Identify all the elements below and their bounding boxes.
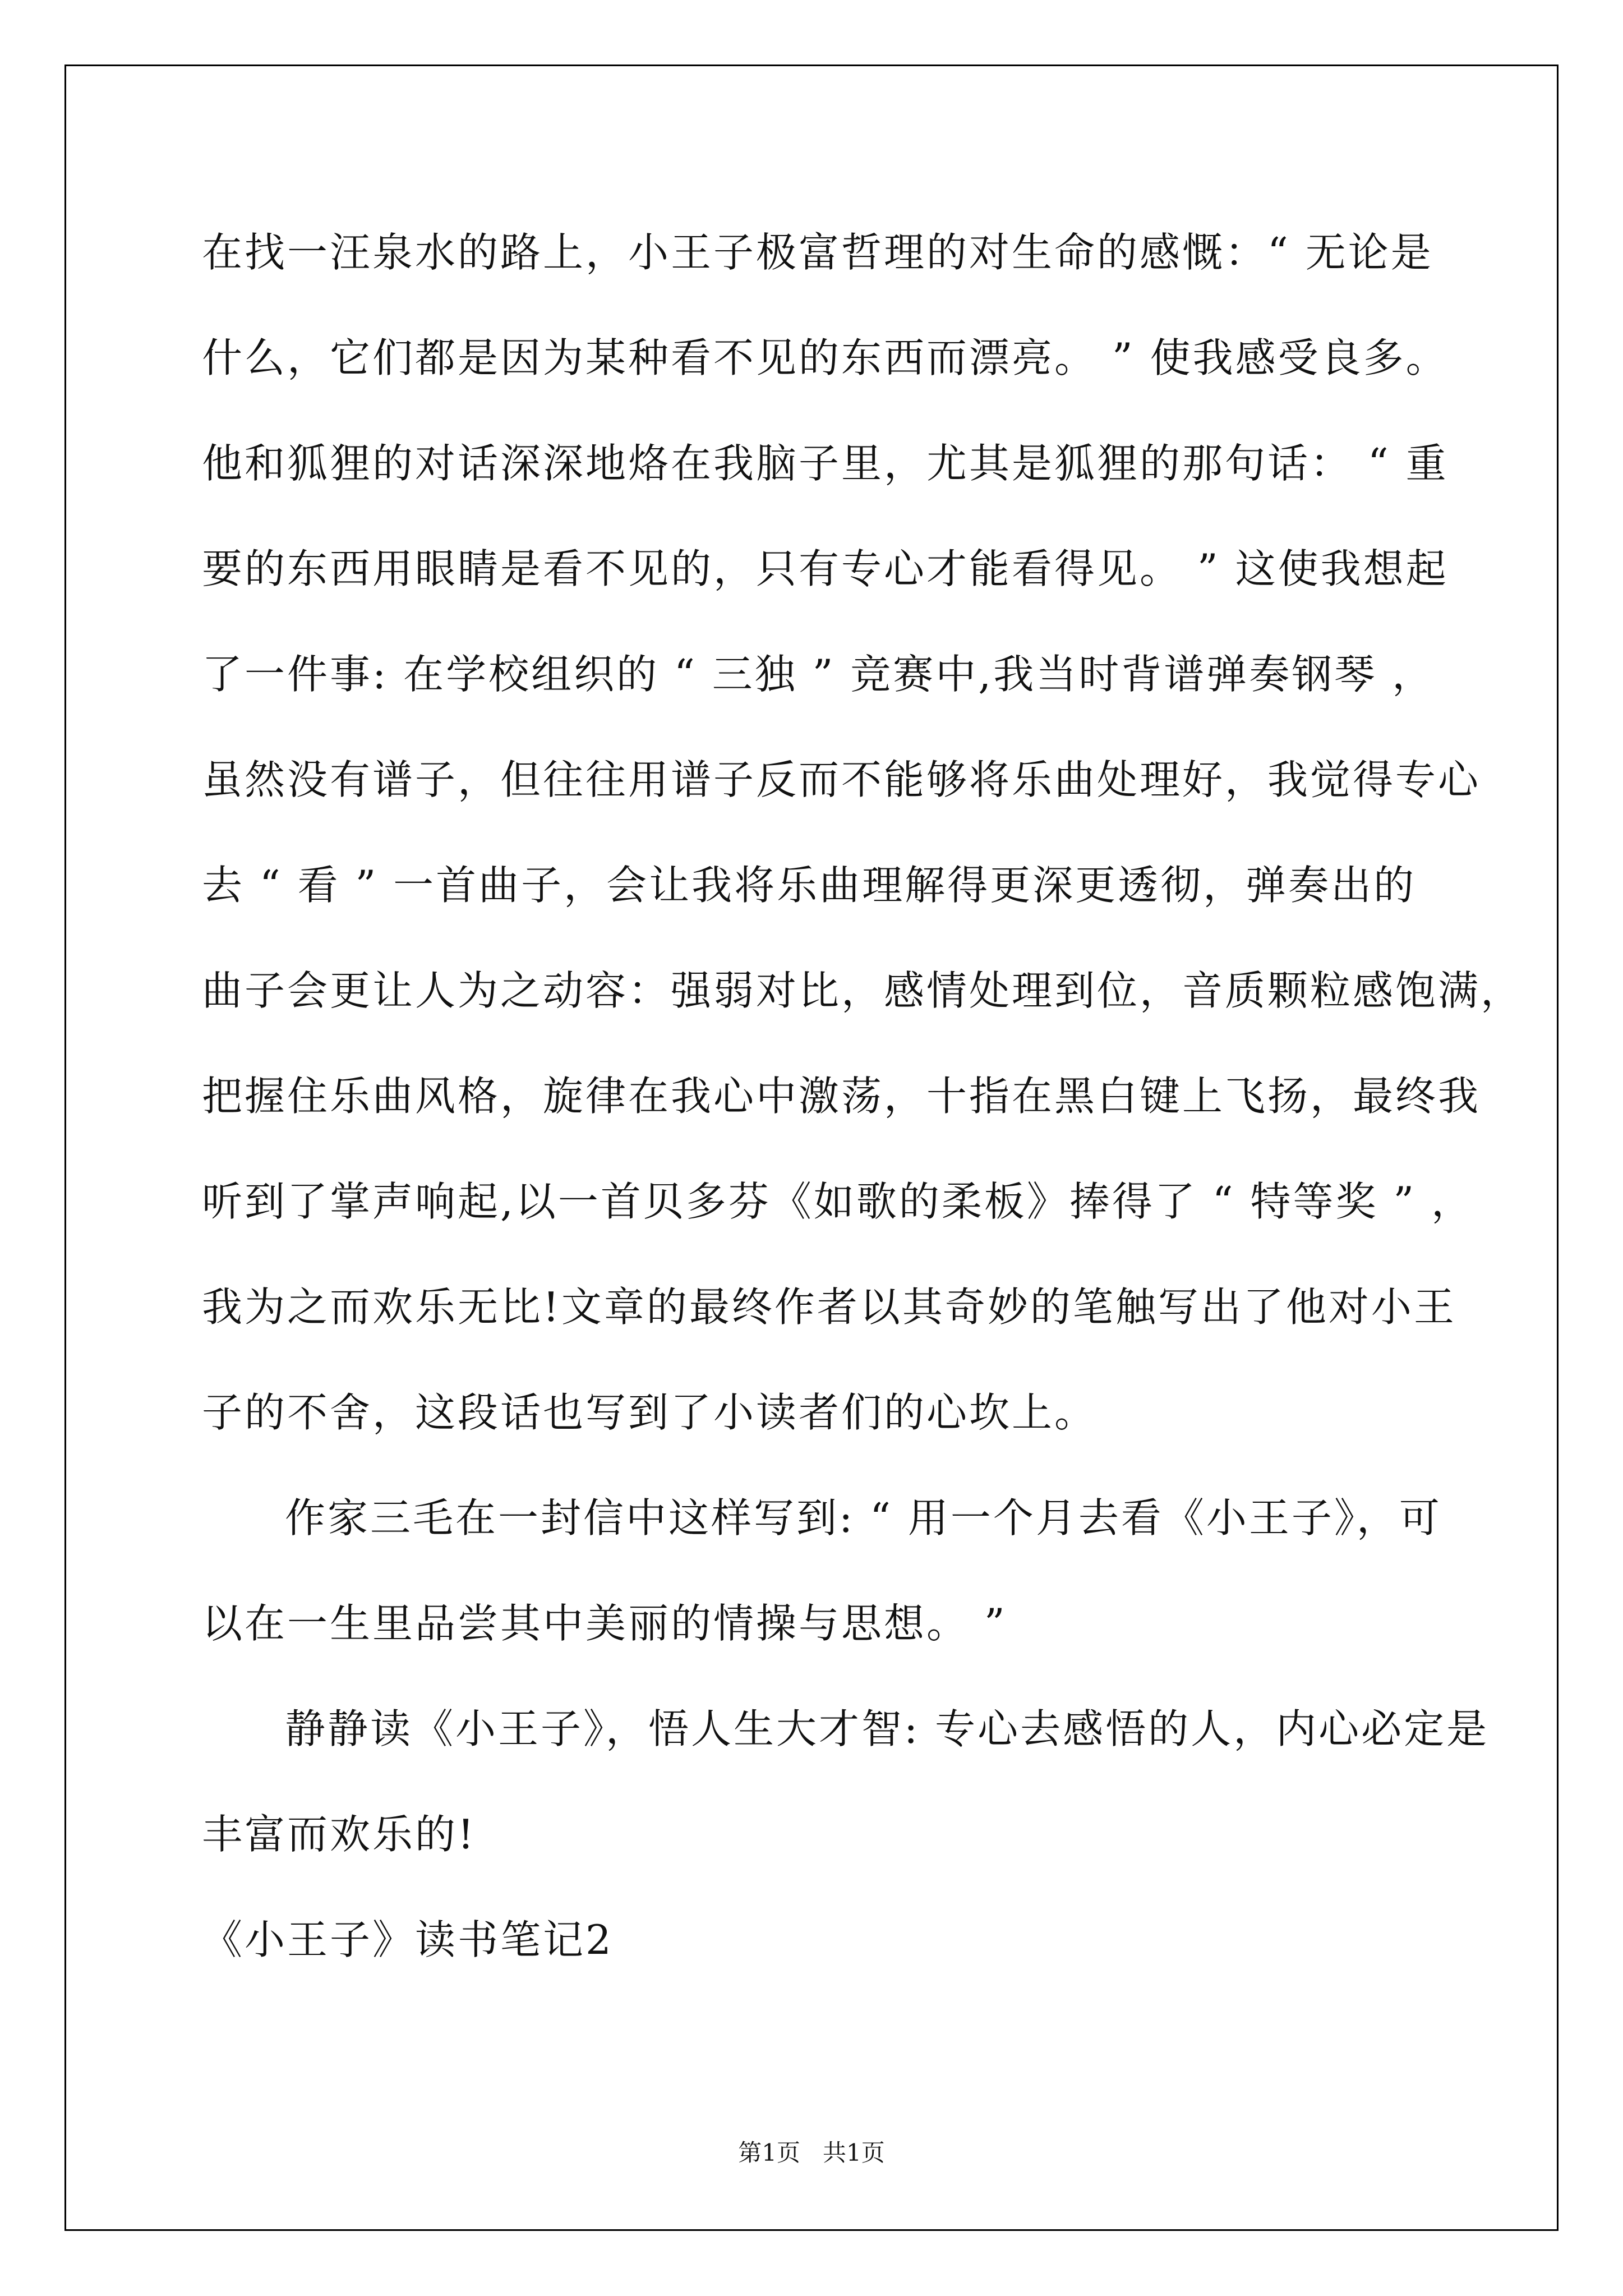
text-line: 以在一生里品尝其中美丽的情操与思想。 ” [202, 1600, 1007, 1647]
text-line: 丰富而欢乐的! [202, 1811, 476, 1858]
paragraph-start-line: 作家三毛在一封信中这样写到: “ 用一个月去看《小王子》，可 [285, 1494, 1442, 1542]
text-line: 了一件事: 在学校组织的 “ 三独 ” 竞赛中,我当时背谱弹奏钢琴 ， [202, 651, 1435, 698]
text-line: 子的不舍，这段话也写到了小读者们的心坎上。 [202, 1389, 1098, 1436]
text-line: 我为之而欢乐无比!文章的最终作者以其奇妙的笔触写出了他对小王 [202, 1283, 1456, 1331]
text-line: 曲子会更让人为之动容：强弱对比，感情处理到位，音质颗粒感饱满， [202, 967, 1524, 1014]
section-heading: 《小王子》读书笔记2 [202, 1916, 614, 1963]
text-line: 把握住乐曲风格，旋律在我心中激荡，十指在黑白键上飞扬，最终我 [202, 1073, 1481, 1120]
text-line: 虽然没有谱子，但往往用谱子反而不能够将乐曲处理好，我觉得专心 [202, 756, 1481, 803]
text-line: 他和狐狸的对话深深地烙在我脑子里，尤其是狐狸的那句话： “ 重 [202, 440, 1449, 487]
text-line: 听到了掌声响起,以一首贝多芬《如歌的柔板》捧得了 “ 特等奖 ” ， [202, 1178, 1474, 1225]
text-line: 去 “ 看 ” 一首曲子，会让我将乐曲理解得更深更透彻，弹奏出的 [202, 862, 1417, 909]
text-line: 要的东西用眼睛是看不见的，只有专心才能看得见。 ” 这使我想起 [202, 545, 1449, 592]
document-body [202, 223, 1524, 2028]
paragraph-start-line: 静静读《小王子》，悟人生大才智: 专心去感悟的人，内心必定是 [285, 1705, 1490, 1752]
page-number-footer: 第1页 共1页 [738, 2139, 885, 2166]
text-line: 在找一汪泉水的路上，小王子极富哲理的对生命的感慨：“ 无论是 [202, 229, 1433, 276]
text-line: 什么，它们都是因为某种看不见的东西而漂亮。 ” 使我感受良多。 [202, 334, 1449, 381]
